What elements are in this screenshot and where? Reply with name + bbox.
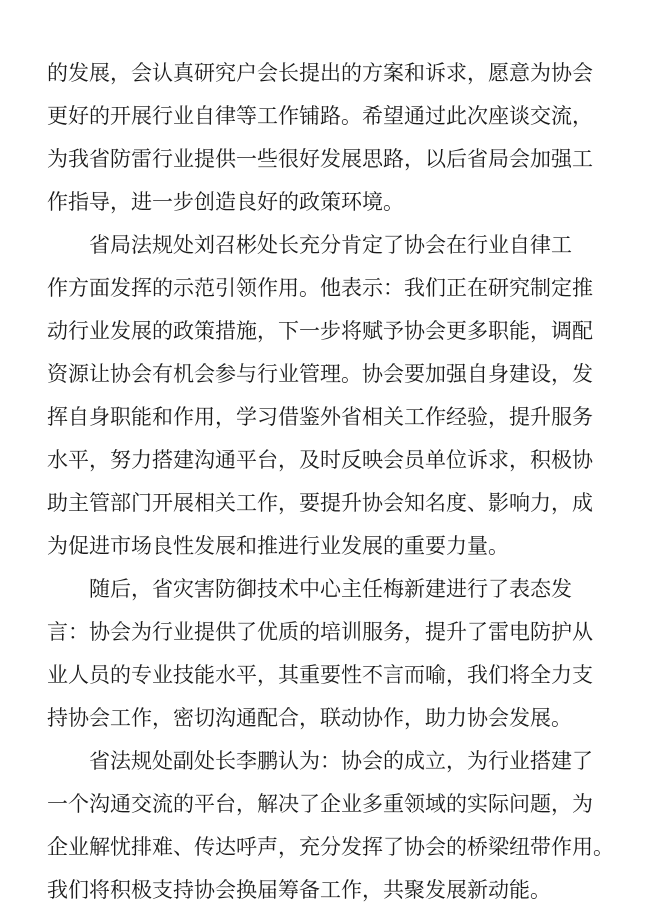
text-line: 持协会工作，密切沟通配合，联动协作，助力协会发展。 — [47, 706, 572, 730]
text-line: 作指导，进一步创造良好的政策环境。 — [47, 190, 404, 214]
text-line: 资源让协会有机会参与行业管理。协会要加强自身建设，发 — [47, 362, 593, 386]
text-line: 言：协会为行业提供了优质的培训服务，提升了雷电防护从 — [47, 620, 593, 644]
text-line: 作方面发挥的示范引领作用。他表示：我们正在研究制定推 — [47, 276, 593, 300]
text-line: 挥自身职能和作用，学习借鉴外省相关工作经验，提升服务 — [47, 405, 593, 429]
text-line: 助主管部门开展相关工作，要提升协会知名度、影响力，成 — [47, 491, 593, 515]
paragraph-first-line: 省法规处副处长李鹏认为：协会的成立，为行业搭建了 — [89, 749, 593, 773]
text-line: 动行业发展的政策措施，下一步将赋予协会更多职能，调配 — [47, 319, 593, 343]
paragraph-first-line: 省局法规处刘召彬处长充分肯定了协会在行业自律工 — [89, 233, 572, 257]
text-line: 水平，努力搭建沟通平台，及时反映会员单位诉求，积极协 — [47, 448, 593, 472]
text-line: 企业解忧排难、传达呼声，充分发挥了协会的桥梁纽带作用。 — [47, 835, 614, 859]
text-line: 我们将积极支持协会换届筹备工作，共聚发展新动能。 — [47, 878, 551, 902]
text-line: 业人员的专业技能水平，其重要性不言而喻，我们将全力支 — [47, 663, 593, 687]
paragraph-first-line: 随后，省灾害防御技术中心主任梅新建进行了表态发 — [89, 577, 572, 601]
text-line: 一个沟通交流的平台，解决了企业多重领域的实际问题，为 — [47, 792, 593, 816]
text-line: 为促进市场良性发展和推进行业发展的重要力量。 — [47, 534, 509, 558]
text-line: 更好的开展行业自律等工作铺路。希望通过此次座谈交流， — [47, 104, 593, 128]
text-line: 为我省防雷行业提供一些很好发展思路，以后省局会加强工 — [47, 147, 593, 171]
text-line: 的发展，会认真研究户会长提出的方案和诉求，愿意为协会 — [47, 61, 593, 85]
